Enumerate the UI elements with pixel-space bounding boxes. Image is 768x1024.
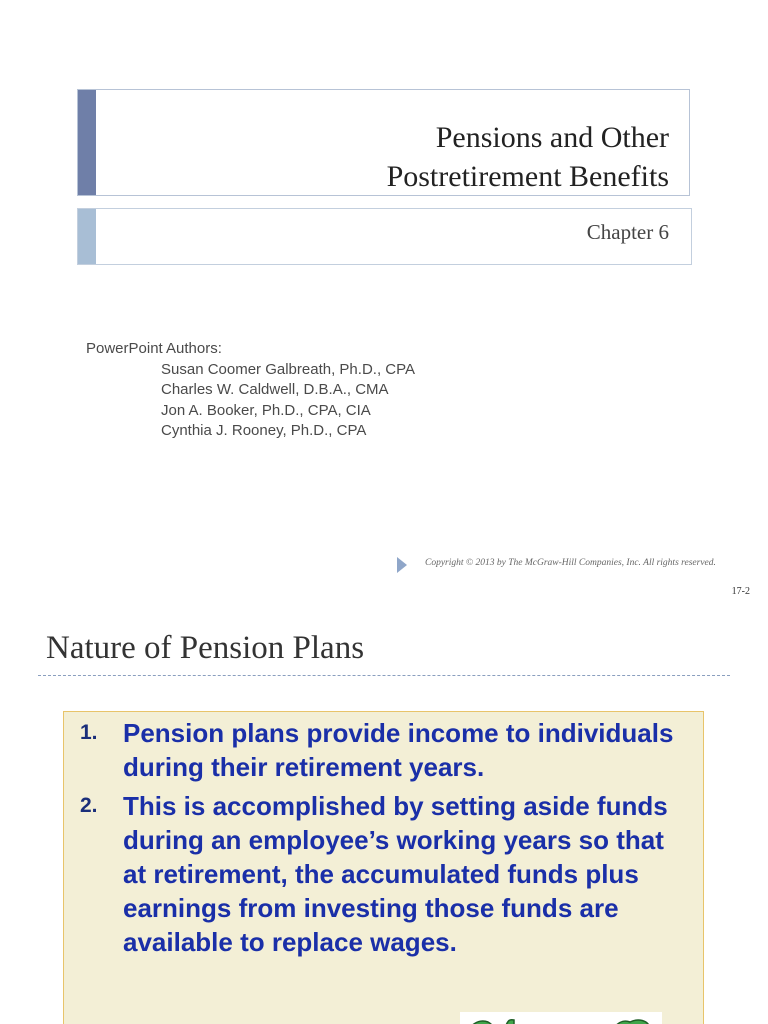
numbered-list: [80, 716, 690, 964]
slide-title-line-1: Pensions and Other: [435, 121, 669, 154]
copyright-notice: Copyright © 2013 by The McGraw-Hill Companies, Inc. All rights reserved.: [425, 558, 716, 568]
authors-heading: PowerPoint Authors:: [86, 340, 222, 357]
subtitle-accent-bar: [78, 209, 96, 264]
author-name: Charles W. Caldwell, D.B.A., CMA: [161, 381, 389, 398]
page-number: 17-2: [731, 586, 750, 597]
list-item-number: 1.: [80, 721, 98, 744]
title-accent-bar: [78, 90, 96, 195]
author-name: Jon A. Booker, Ph.D., CPA, CIA: [161, 401, 371, 419]
list-item-number: 2.: [80, 794, 98, 817]
chapter-subtitle: Chapter 6: [586, 220, 669, 244]
authors-block: [86, 339, 415, 442]
author-name: Susan Coomer Galbreath, Ph.D., CPA: [161, 360, 416, 378]
green-clipart-icon: [460, 1012, 662, 1024]
subtitle-box: [77, 208, 692, 265]
triangle-right-icon: [397, 557, 407, 573]
list-item-text: Pension plans provide income to individuals during their retirement years.: [123, 718, 674, 782]
heading-divider: [38, 675, 730, 676]
slide-title-line-2: Postretirement Benefits: [386, 160, 669, 193]
list-item-text: This is accomplished by setting aside funds during an employee’s working years so that at retirement, the accumulated funds plus earnings from investing those funds are available to replace wages.: [123, 791, 668, 957]
slide-title: [387, 118, 669, 196]
content-box: [63, 711, 704, 1024]
content-slide: [0, 608, 768, 1024]
slide-heading: Nature of Pension Plans: [46, 630, 365, 666]
author-name: Cynthia J. Rooney, Ph.D., CPA: [161, 422, 367, 439]
title-box: [77, 89, 690, 196]
list-item: [80, 789, 690, 959]
list-item: [80, 716, 690, 784]
